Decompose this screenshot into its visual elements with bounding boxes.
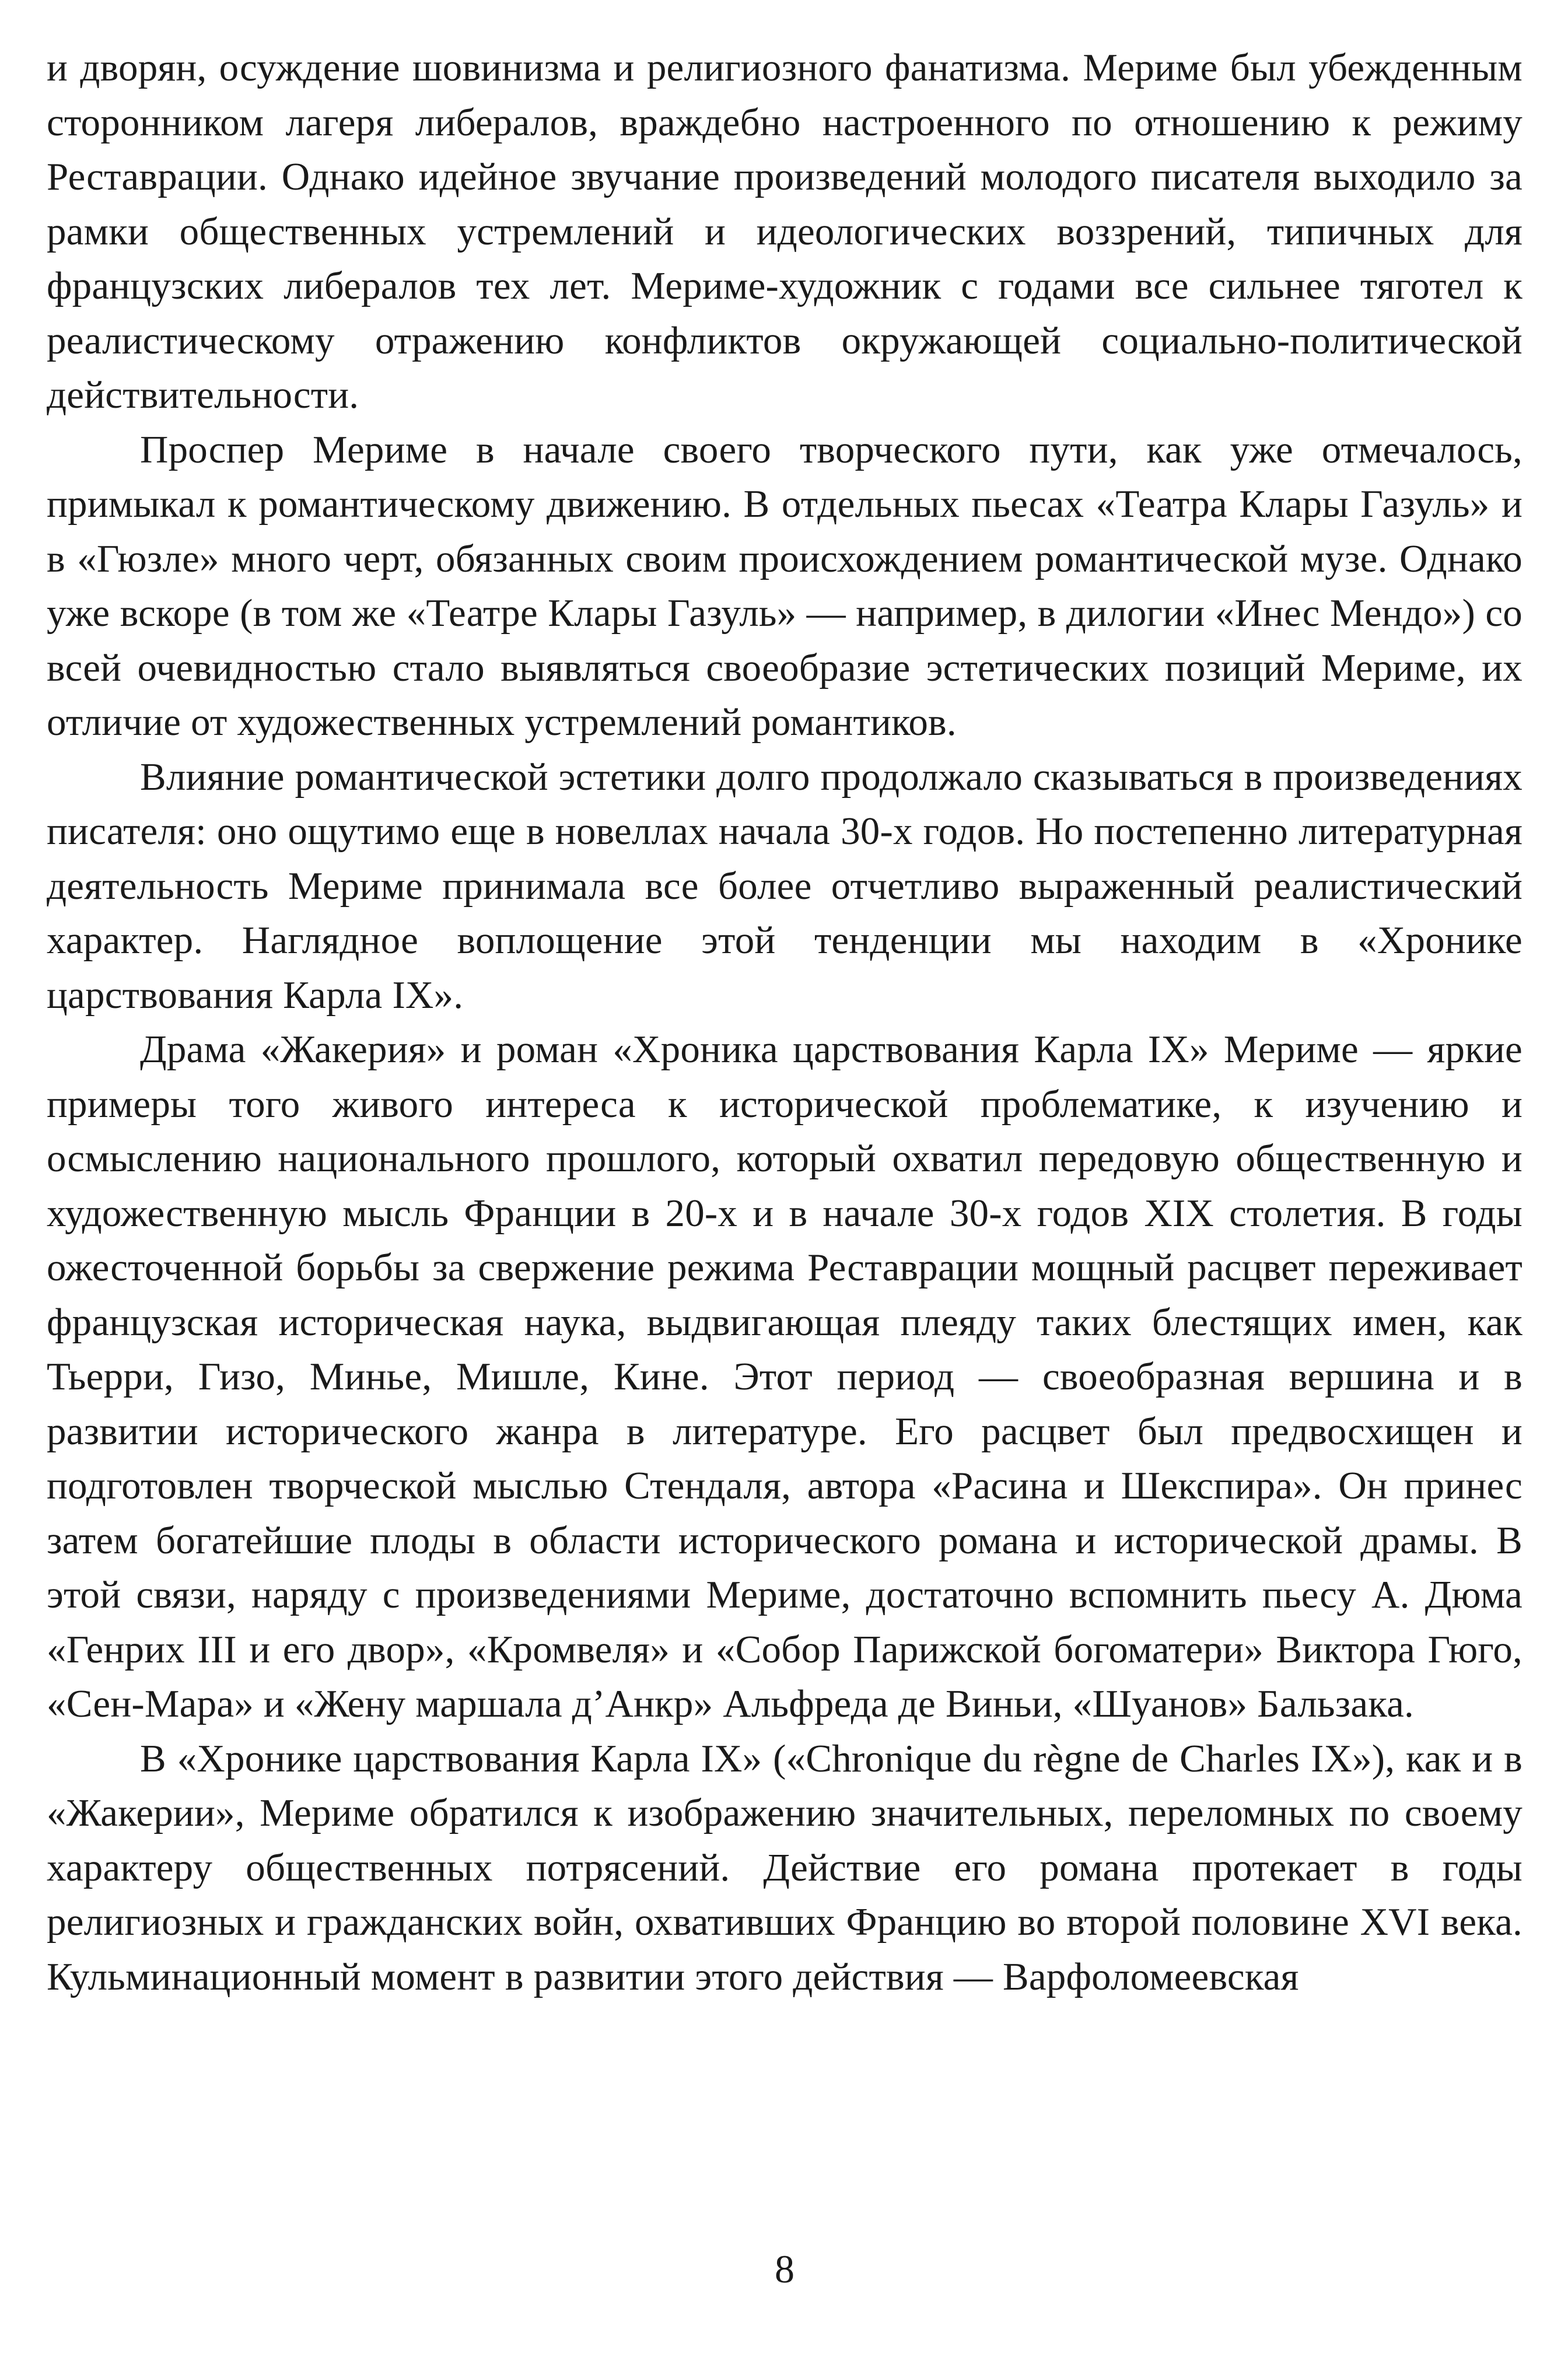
book-page <box>47 41 1522 2327</box>
paragraph-continuation: и дворян, осуждение шовинизма и религиозного фанатизма. Мериме был убежденным сторонником лагеря либералов, враждебно настроенного по отношению к режиму Реставрации. Однако идейное звучание произведений молодого писателя выходило за рамки общественных устремлений и идеологических воззрений, типичных для французских либералов тех лет. Мериме-художник с годами все сильнее тяготел к реалистическому отражению конфликтов окружающей социально-политической действительности. <box>47 46 1522 416</box>
paragraph-romanticism-start: Проспер Мериме в начале своего творческого пути, как уже отмечалось, примыкал к романтическому движению. В отдельных пьесах «Театра Клары Газуль» и в «Гюзле» много черт, обязанных своим происхождением романтической музе. Однако уже вскоре (в том же «Театре Клары Газуль» — например, в дилогии «Инес Мендо») со всей очевидностью стало выявляться своеобразие эстетических позиций Мериме, их отличие от художественных устремлений романтиков. <box>47 428 1522 744</box>
paragraph-romantic-aesthetics: Влияние романтической эстетики долго продолжало сказываться в произведениях писателя: оно ощутимо еще в новеллах начала 30-х годов. Но постепенно литературная деятельность Мериме принимала все более отчетливо выраженный реалистический характер. Наглядное воплощение этой тенденции мы находим в «Хронике царствования Карла IX». <box>47 755 1522 1017</box>
body-text <box>47 41 1522 2004</box>
paragraph-historical-interest: Драма «Жакерия» и роман «Хроника царствования Карла IX» Мериме — яркие примеры того живого интереса к исторической проблематике, к изучению и осмыслению национального прошлого, который охватил передовую общественную и художественную мысль Франции в 20-х и в начале 30-х годов XIX столетия. В годы ожесточенной борьбы за свержение режима Реставрации мощный расцвет переживает французская историческая наука, выдвигающая плеяду таких блестящих имен, как Тьерри, Гизо, Минье, Мишле, Кине. Этот период — своеобразная вершина и в развитии исторического жанра в литературе. Его расцвет был предвосхищен и подготовлен творческой мыслью Стендаля, автора «Расина и Шекспира». Он принес затем богатейшие плоды в области исторического романа и исторической драмы. В этой связи, наряду с произведениями Мериме, достаточно вспомнить пьесу А. Дюма «Генрих III и его двор», «Кромвеля» и «Собор Парижской богоматери» Виктора Гюго, «Сен-Мара» и «Жену маршала д’Анкр» Альфреда де Виньи, «Шуанов» Бальзака. <box>47 1028 1522 1725</box>
paragraph-chronicle: В «Хронике царствования Карла IX» («Chronique du règne de Charles IX»), как и в «Жакерии», Мериме обратился к изображению значительных, переломных по своему характеру общественных потрясений. Действие его романа протекает в годы религиозных и гражданских войн, охвативших Францию во второй половине XVI века. Кульминационный момент в развитии этого действия — Варфоломеевская <box>47 1736 1522 1998</box>
page-number: 8 <box>775 2247 794 2291</box>
